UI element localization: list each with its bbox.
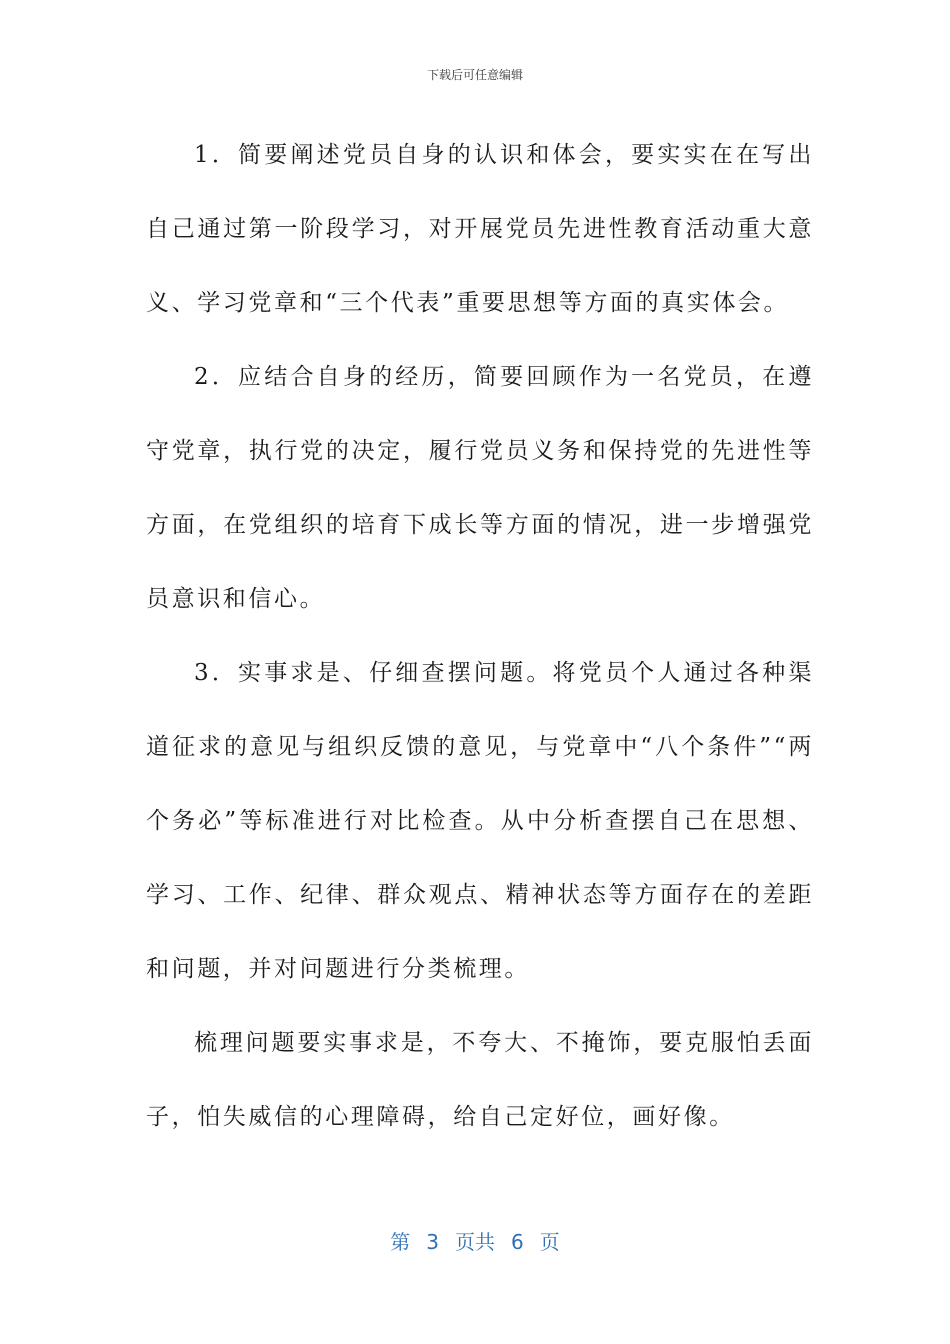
- paragraph-1: 1．简要阐述党员自身的认识和体会，要实实在在写出自己通过第一阶段学习，对开展党员先进性教育活动重大意义、学习党章和“三个代表”重要思想等方面的真实体会。: [146, 142, 814, 316]
- document-header-note: 下载后可任意编辑: [426, 68, 523, 82]
- page-mid: 页共: [455, 1230, 495, 1254]
- total-pages-number: 6: [511, 1230, 524, 1254]
- paragraph-3: 3．实事求是、仔细查摆问题。将党员个人通过各种渠道征求的意见与组织反馈的意见，与党章中“八个条件”“两个务必”等标准进行对比检查。从中分析查摆自己在思想、学习、工作、纪律、群众观点、精神状态等方面存在的差距和问题，并对问题进行分类梳理。: [146, 660, 814, 982]
- document-body: [146, 118, 814, 1154]
- current-page-number: 3: [426, 1230, 439, 1254]
- paragraph-2: 2．应结合自身的经历，简要回顾作为一名党员，在遵守党章，执行党的决定，履行党员义务和保持党的先进性等方面，在党组织的培育下成长等方面的情况，进一步增强党员意识和信心。: [146, 364, 814, 612]
- page-number-footer: [0, 1226, 950, 1255]
- paragraph-4: 梳理问题要实事求是，不夸大、不掩饰，要克服怕丢面子，怕失威信的心理障碍，给自己定好位，画好像。: [146, 1030, 814, 1130]
- page-prefix: 第: [390, 1230, 411, 1254]
- page-suffix: 页: [539, 1230, 560, 1254]
